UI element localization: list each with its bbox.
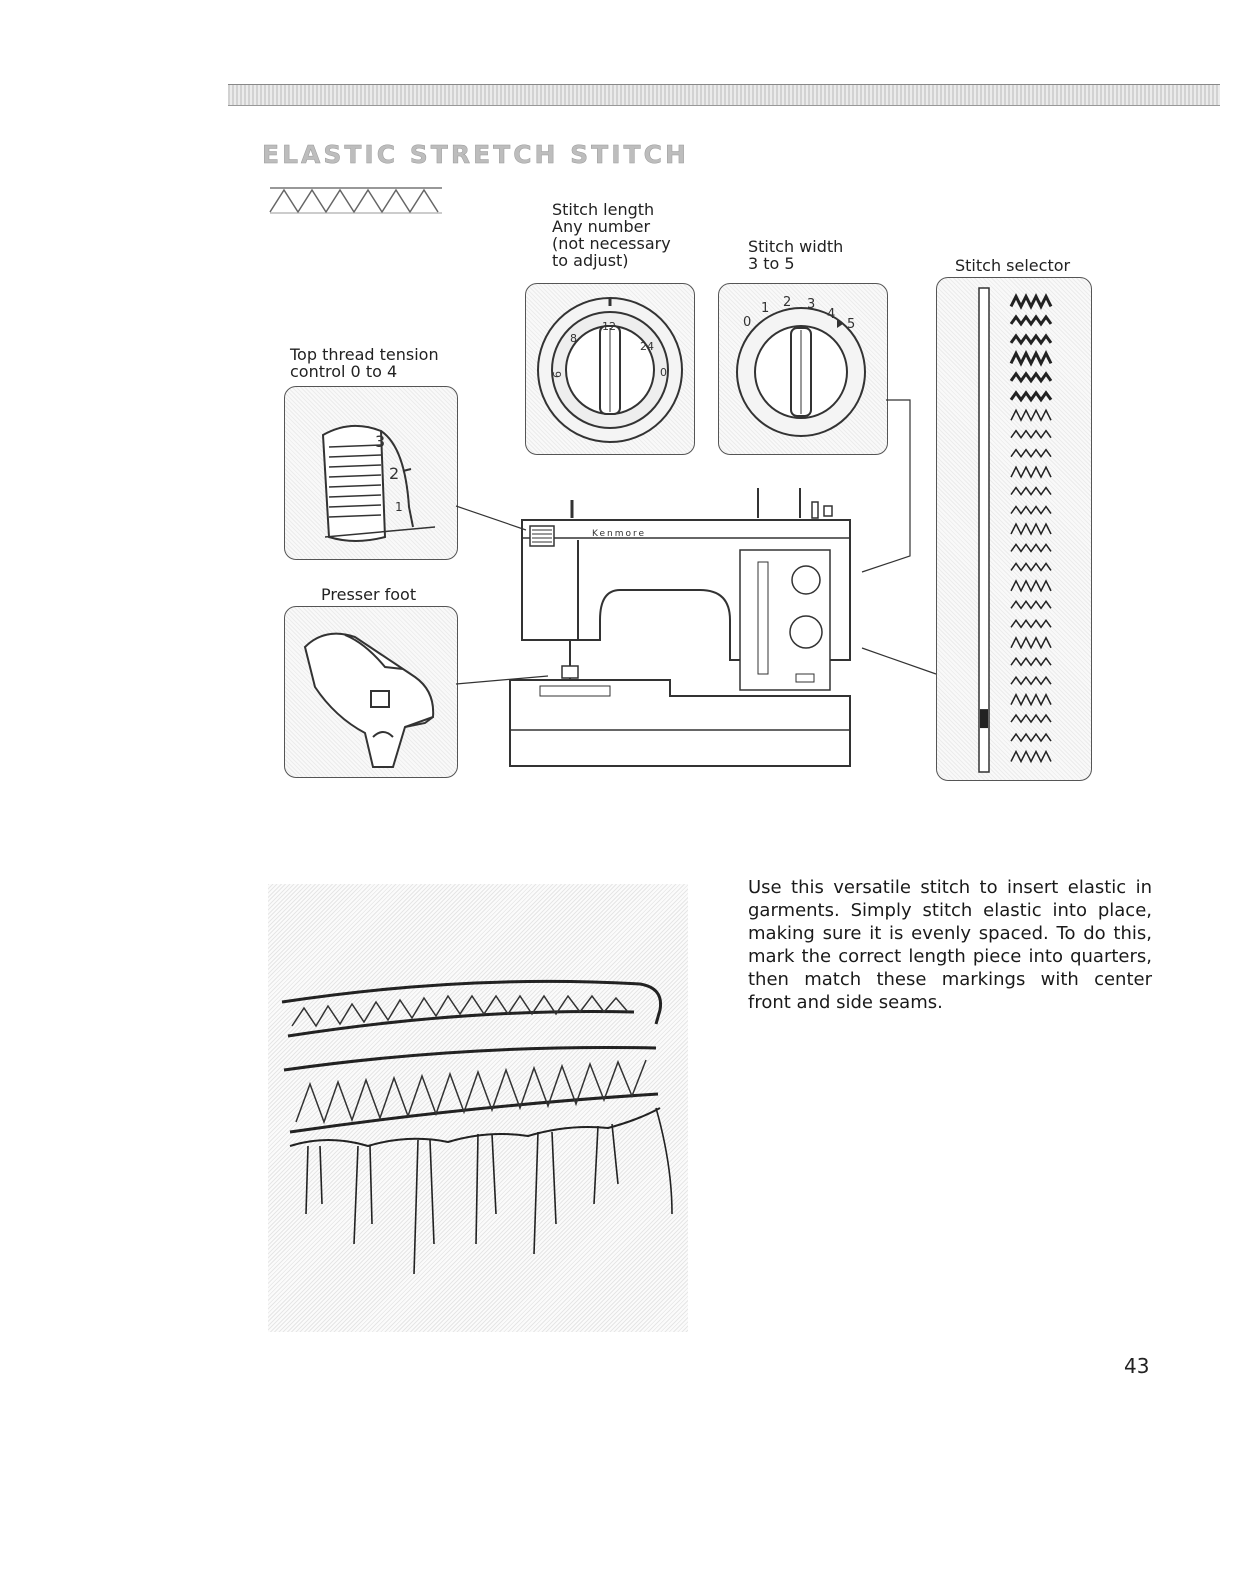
stitch-pattern-19 [1011,638,1051,648]
stitch-pattern-15 [1011,563,1051,570]
stitch-pattern-16 [1011,581,1051,591]
page-number: 43 [1124,1354,1150,1378]
stitch-selector-label: Stitch selector [955,256,1071,275]
stitch-pattern-25 [1011,752,1051,762]
stitch-selector-panel [936,277,1092,781]
stitch-pattern-13 [1011,524,1051,534]
page-title: ELASTIC STRETCH STITCH [262,140,689,169]
length-number-8: 8 [570,332,577,345]
stitch-pattern-20 [1011,658,1051,665]
stitch-width-label: Stitch width 3 to 5 [748,237,844,273]
stitch-pattern-5 [1011,374,1051,381]
stitch-selector-chart [937,278,1091,780]
body-paragraph: Use this versatile stitch to insert elastic in garments. Simply stitch elastic into place, making sure it is evenly spaced. To do this, mark the correct length piece into quarters, then match these markings with center front and side seams. [748,877,1152,1013]
width-number-4: 4 [827,307,836,322]
waistband-illustration-panel [268,884,688,1332]
length-number-6: 6 [551,371,564,378]
stitch-pattern-3 [1011,336,1051,343]
stitch-pattern-21 [1011,677,1051,684]
width-number-0: 0 [743,315,752,330]
tension-number-1: 1 [395,500,403,514]
stitch-pattern-6 [1011,393,1051,400]
width-number-2: 2 [783,295,792,310]
stitch-pattern-10 [1011,467,1051,477]
top-thread-tension-label: Top thread tension control 0 to 4 [290,345,439,381]
stitch-pattern-1 [1011,296,1051,306]
stitch-pattern-2 [1011,317,1051,324]
width-number-1: 1 [761,301,770,316]
stitch-pattern-11 [1011,488,1051,495]
selector-position-marker [980,709,988,728]
machine-brand-text: Kenmore [592,529,647,539]
stitch-pattern-22 [1011,695,1051,705]
width-number-5: 5 [847,317,856,332]
stitch-pattern-17 [1011,601,1051,608]
length-number-0: 0 [660,366,667,379]
stitch-pattern-4 [1011,353,1051,363]
stitch-pattern-24 [1011,734,1051,741]
stitch-pattern-9 [1011,450,1051,457]
tension-number-2: 2 [389,464,400,483]
width-number-3: 3 [807,297,816,312]
stitch-pattern-7 [1011,410,1051,420]
elastic-waistband-icon [268,884,688,1332]
stitch-pattern-14 [1011,544,1051,551]
stitch-pattern-23 [1011,715,1051,722]
length-number-12: 12 [602,320,616,333]
stitch-pattern-8 [1011,431,1051,438]
length-number-24: 24 [640,340,654,353]
stitch-pattern-12 [1011,507,1051,514]
presser-foot-label: Presser foot [321,585,417,604]
stitch-pattern-18 [1011,620,1051,627]
tension-number-3: 3 [375,432,386,451]
stitch-length-label: Stitch length Any number (not necessary to adjust) [552,200,671,270]
